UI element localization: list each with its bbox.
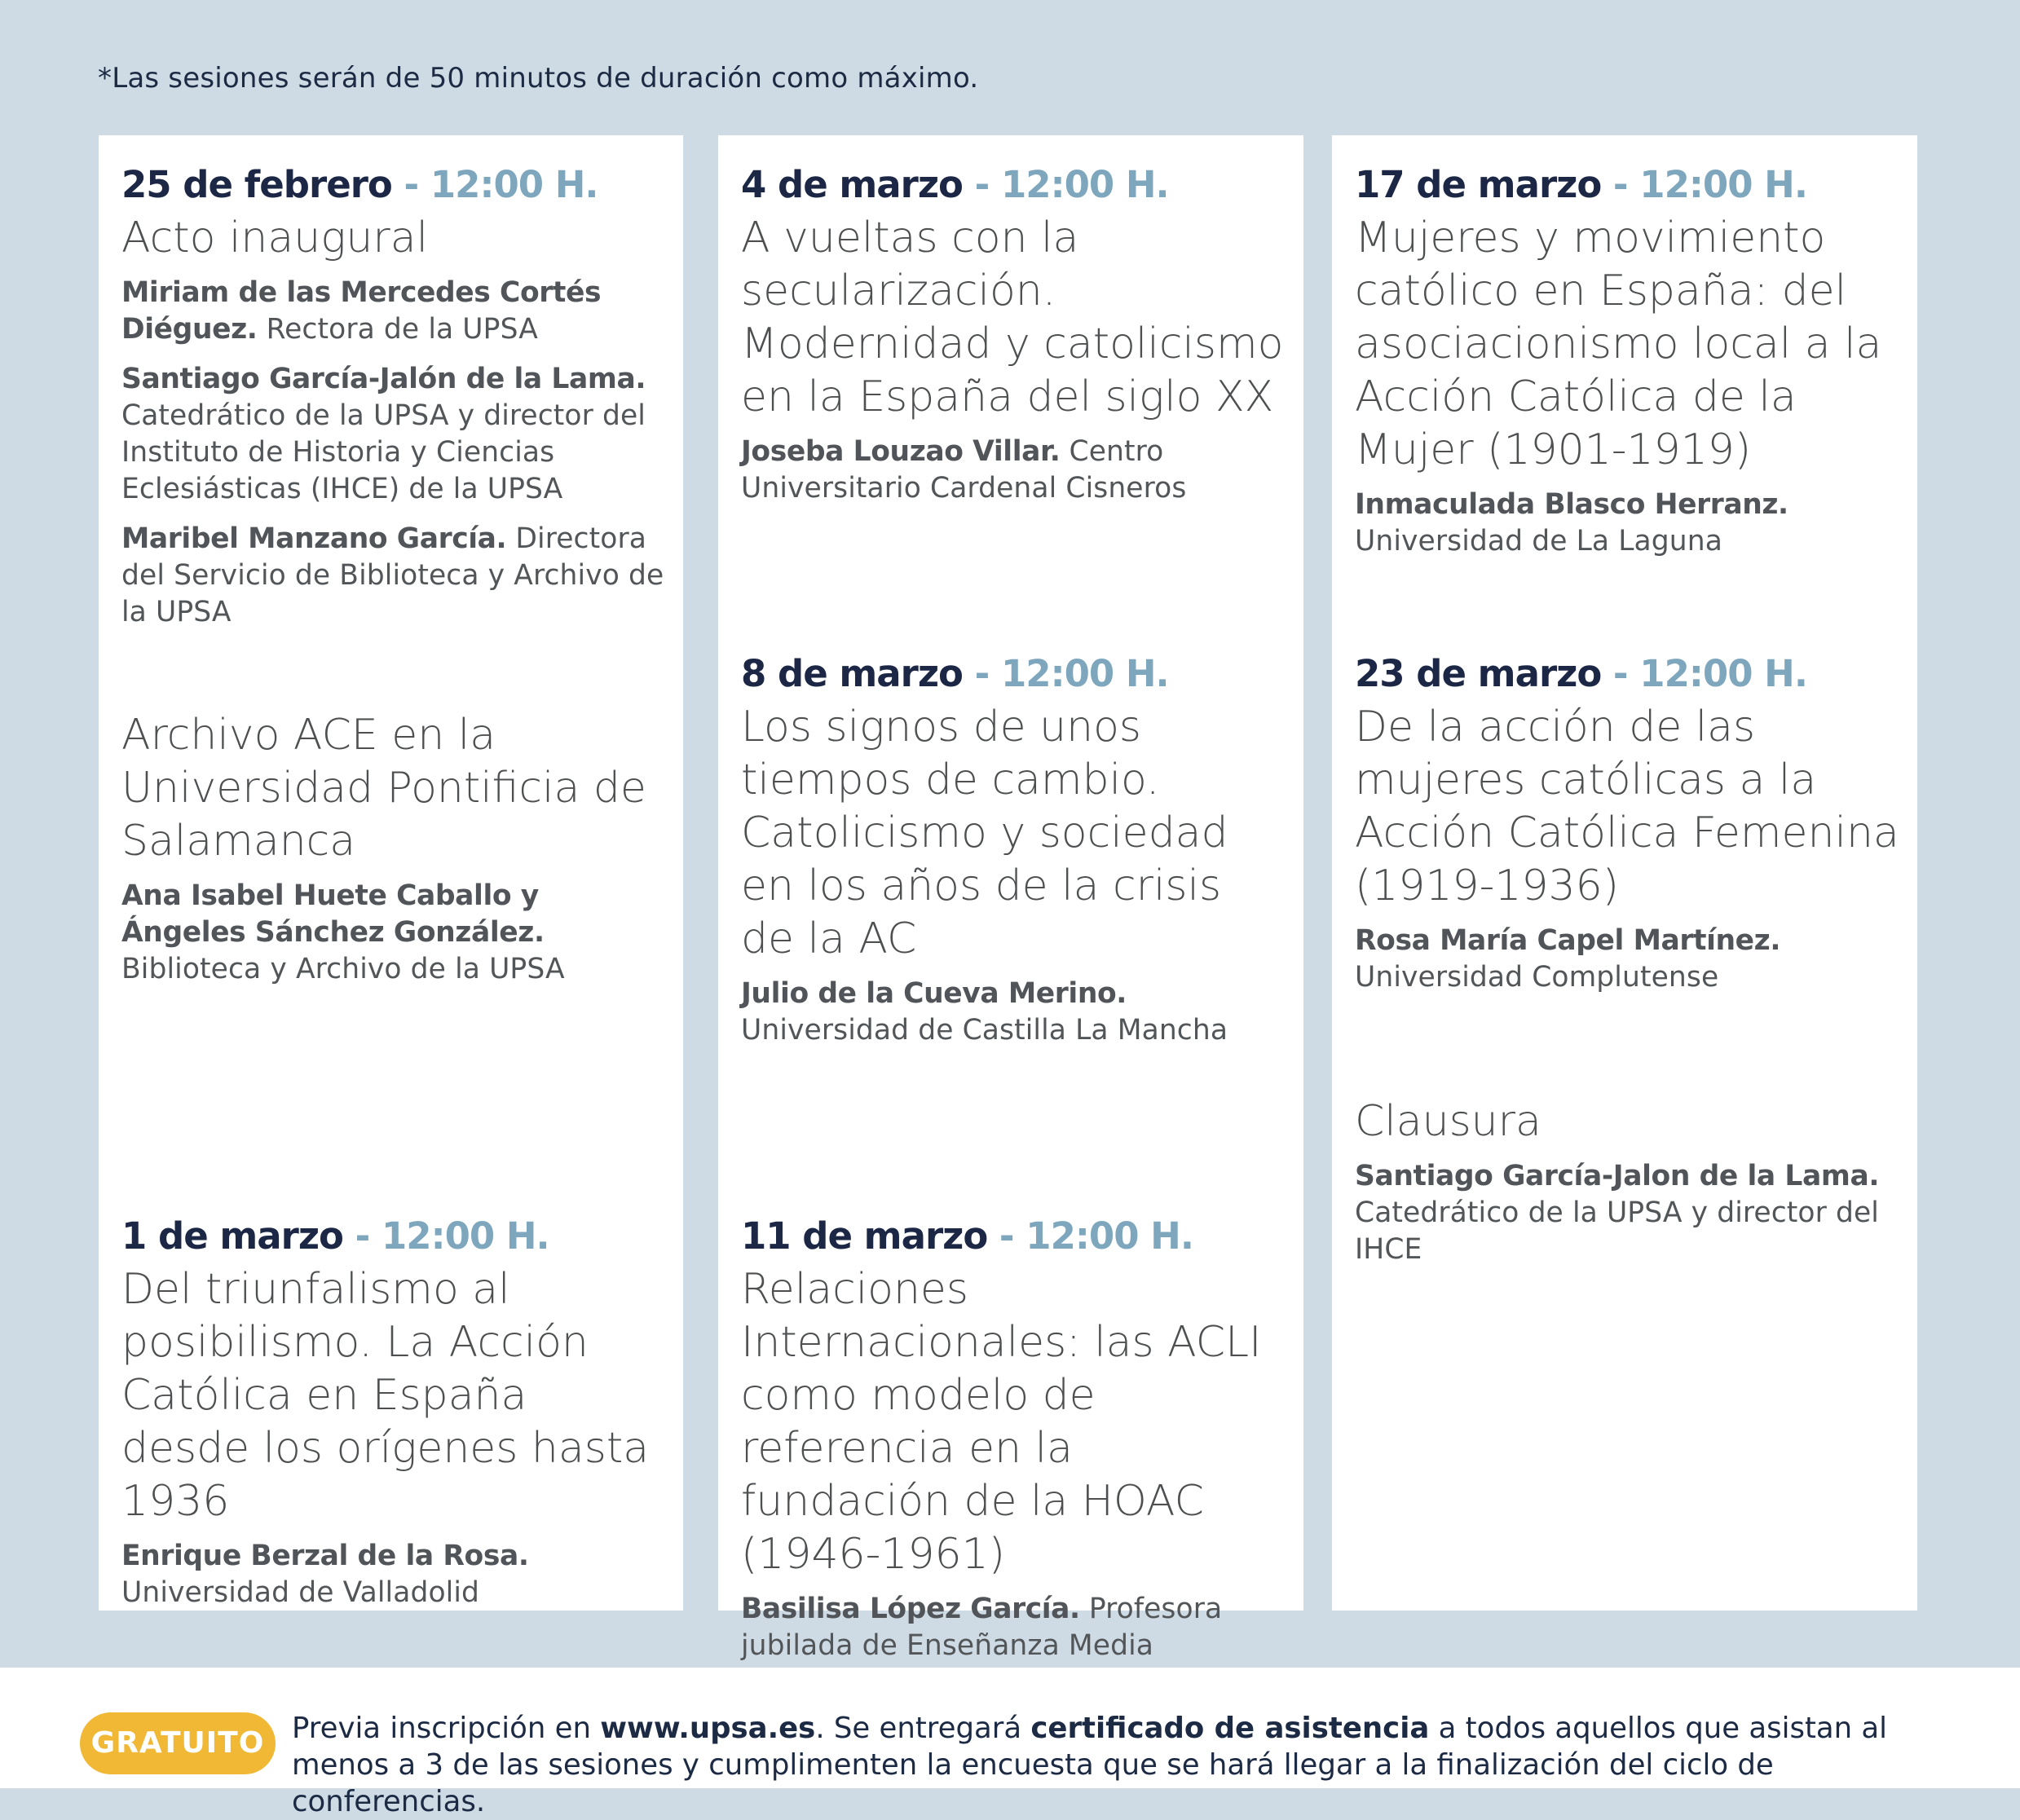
speaker-name: Miriam de las Mercedes Cortés Diéguez. bbox=[121, 276, 602, 346]
speaker-name: Rosa María Capel Martínez. bbox=[1355, 924, 1781, 957]
session-title: Mujeres y movimiento católico en España: del asociacionismo local a la Acción Católica de la Mujer (1901-1919) bbox=[1355, 214, 1882, 474]
speaker-name: Joseba Louzao Villar. bbox=[741, 435, 1061, 468]
speaker bbox=[121, 1538, 665, 1611]
speaker-name: Julio de la Cueva Merino. bbox=[741, 977, 1127, 1010]
speaker bbox=[1355, 923, 1899, 996]
speaker bbox=[741, 434, 1286, 507]
session-date: 1 de marzo bbox=[121, 1214, 343, 1258]
session-time: - 12:00 H. bbox=[1601, 163, 1807, 206]
speaker-role: Directora del Servicio de Biblioteca y Archivo de la UPSA bbox=[121, 522, 664, 628]
schedule-column-3 bbox=[1332, 135, 1917, 1611]
session-title: Archivo ACE en la Universidad Pontificia de Salamanca bbox=[121, 711, 646, 866]
speaker-name: Ana Isabel Huete Caballo y Ángeles Sánchez González. bbox=[121, 879, 545, 949]
session-title: Relaciones Internacionales: las ACLI como modelo de referencia en la fundación de la HOAC (1946-1961) bbox=[741, 1265, 1262, 1579]
speaker-name: Maribel Manzano García. bbox=[121, 522, 507, 555]
speaker-name: Basilisa López García. bbox=[741, 1593, 1080, 1625]
speaker-name: Inmaculada Blasco Herranz. bbox=[1355, 488, 1788, 521]
session-card bbox=[1355, 649, 1899, 1009]
footer-text-3: a todos aquellos que asistan al menos a 3 de las sesiones y cumplimenten la encuesta que se hará llegar a la finalización del ciclo de conferencias. bbox=[292, 1712, 1888, 1818]
speaker bbox=[741, 1591, 1286, 1664]
session-date: 17 de marzo bbox=[1355, 163, 1602, 206]
speaker-name: Santiago García-Jalon de la Lama. bbox=[1355, 1160, 1880, 1192]
session-card bbox=[121, 707, 665, 1001]
session-title: De la acción de las mujeres católicas a la Acción Católica Femenina (1919-1936) bbox=[1355, 703, 1899, 910]
session-datetime bbox=[741, 649, 1286, 699]
session-card bbox=[1355, 1094, 1899, 1281]
speaker-role: Biblioteca y Archivo de la UPSA bbox=[121, 953, 565, 985]
session-datetime bbox=[121, 1211, 665, 1262]
speaker-role: Universidad Complutense bbox=[1355, 961, 1719, 994]
speaker bbox=[1355, 487, 1899, 560]
session-card bbox=[121, 1211, 665, 1624]
session-date: 8 de marzo bbox=[741, 652, 963, 695]
speaker bbox=[121, 361, 665, 508]
duration-note: *Las sesiones serán de 50 minutos de duración como máximo. bbox=[98, 62, 979, 95]
session-title: Acto inaugural bbox=[121, 214, 429, 262]
session-datetime bbox=[741, 160, 1286, 210]
session-title: Clausura bbox=[1355, 1097, 1541, 1146]
session-title: A vueltas con la secularización. Modernidad y catolicismo en la España del siglo XX bbox=[741, 214, 1284, 421]
session-card bbox=[741, 1211, 1286, 1677]
speaker-role: Profesora jubilada de Enseñanza Media bbox=[741, 1593, 1223, 1662]
session-time: - 12:00 H. bbox=[962, 652, 1169, 695]
session-title: Del triunfalismo al posibilismo. La Acción Católica en España desde los orígenes hasta 1936 bbox=[121, 1265, 650, 1526]
speaker bbox=[1355, 1158, 1899, 1268]
session-datetime bbox=[741, 1211, 1286, 1262]
speaker-role: Universidad de La Laguna bbox=[1355, 525, 1722, 557]
speaker bbox=[121, 275, 665, 348]
session-time: - 12:00 H. bbox=[962, 163, 1169, 206]
registration-link[interactable]: www.upsa.es bbox=[600, 1712, 816, 1745]
session-time: - 12:00 H. bbox=[987, 1214, 1193, 1258]
speaker-role: Catedrático de la UPSA y director del IHCE bbox=[1355, 1196, 1879, 1266]
speaker-role: Catedrático de la UPSA y director del Instituto de Historia y Ciencias Eclesiásticas (IHCE) de la UPSA bbox=[121, 399, 646, 505]
speaker bbox=[121, 878, 665, 988]
speaker-role: Universidad de Valladolid bbox=[121, 1576, 480, 1609]
schedule-column-1 bbox=[99, 135, 683, 1611]
speaker bbox=[121, 521, 665, 631]
speaker-name: Santiago García-Jalón de la Lama. bbox=[121, 363, 646, 395]
session-datetime bbox=[1355, 160, 1899, 210]
session-datetime bbox=[1355, 649, 1899, 699]
session-card bbox=[741, 160, 1286, 520]
session-time: - 12:00 H. bbox=[391, 163, 598, 206]
schedule-column-2 bbox=[718, 135, 1303, 1662]
session-date: 23 de marzo bbox=[1355, 652, 1602, 695]
session-date: 25 de febrero bbox=[121, 163, 392, 206]
speaker-role: Centro Universitario Cardenal Cisneros bbox=[741, 435, 1187, 505]
footer-text-1: Previa inscripción en bbox=[292, 1712, 601, 1745]
session-time: - 12:00 H. bbox=[342, 1214, 549, 1258]
footer-text-2: . Se entregará bbox=[815, 1712, 1031, 1745]
session-card bbox=[1355, 160, 1899, 573]
speaker-role: Rectora de la UPSA bbox=[257, 313, 538, 346]
registration-text bbox=[292, 1710, 1971, 1820]
session-card bbox=[741, 649, 1286, 1062]
session-datetime bbox=[121, 160, 665, 210]
certificate-text: certificado de asistencia bbox=[1030, 1712, 1430, 1745]
session-card bbox=[121, 160, 665, 644]
session-title: Los signos de unos tiempos de cambio. Catolicismo y sociedad en los años de la crisis de la AC bbox=[741, 703, 1228, 963]
session-date: 11 de marzo bbox=[741, 1214, 988, 1258]
free-badge: GRATUITO bbox=[80, 1712, 276, 1774]
speaker bbox=[741, 976, 1286, 1049]
registration-footer bbox=[0, 1668, 2020, 1818]
session-date: 4 de marzo bbox=[741, 163, 963, 206]
speaker-name: Enrique Berzal de la Rosa. bbox=[121, 1540, 529, 1572]
session-time: - 12:00 H. bbox=[1601, 652, 1807, 695]
speaker-role: Universidad de Castilla La Mancha bbox=[741, 1014, 1228, 1047]
